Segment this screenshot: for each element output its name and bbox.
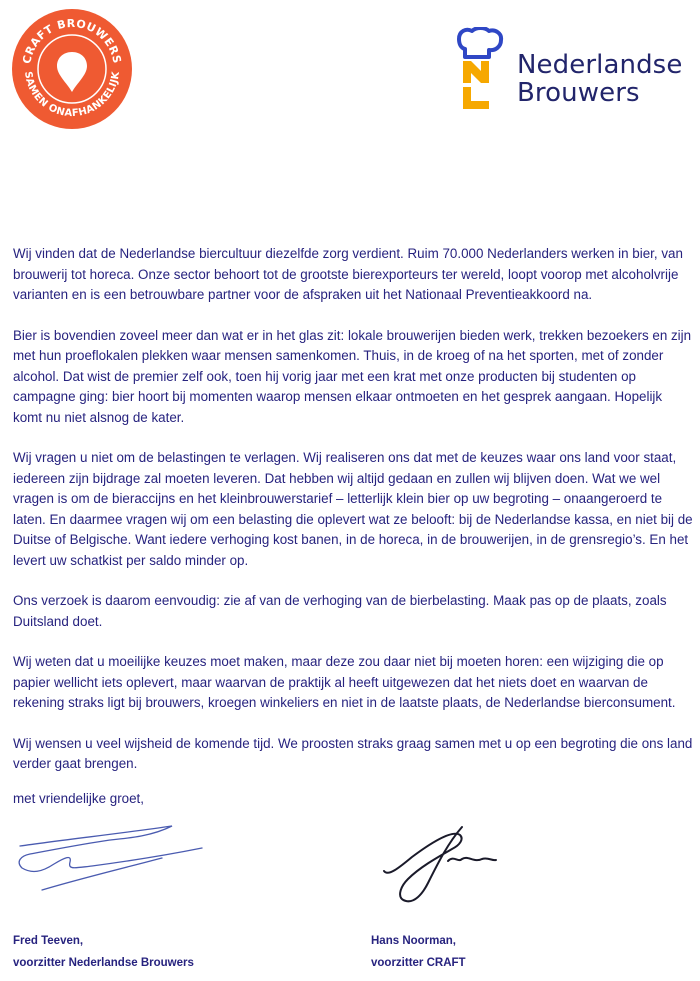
nb-wordmark-line2: Brouwers (517, 78, 640, 108)
closing-greeting: met vriendelijke groet, (13, 791, 144, 806)
paragraph: Wij vinden dat de Nederlandse biercultuur diezelfde zorg verdient. Ruim 70.000 Nederlanders werken in bier, van brouwerij tot horeca. Onze sector behoort tot de grootste bierexporteurs ter wereld, loopt voorop met alcoholvrije varianten en is een betrouwbare partner voor de afspraken uit het Nationaal Preventieakkoord na. (13, 246, 683, 302)
signatory-name: Fred Teeven, (13, 935, 84, 947)
signature-fred-teeven (12, 818, 212, 898)
craft-top-text: CRAFT BROUWERS (20, 16, 124, 65)
nb-wordmark (517, 51, 682, 107)
letter-body (13, 244, 693, 795)
signatory-role: voorzitter CRAFT (371, 957, 466, 969)
paragraph: Ons verzoek is daarom eenvoudig: zie af van de verhoging van de bierbelasting. Maak pas op de plaats, zoals Duitsland doet. (13, 593, 667, 629)
nb-wordmark-line1: Nederlandse (517, 50, 683, 80)
craft-bottom-text: SAMEN ONAFHANKELIJK (21, 70, 123, 120)
paragraph: Wij wensen u veel wijsheid de komende tijd. We proosten straks graag samen met u op een begroting die ons land verder gaat brengen. (13, 735, 693, 771)
signature-hans-noorman (378, 823, 498, 905)
nederlandse-brouwers-logo (455, 27, 695, 117)
signatory-role: voorzitter Nederlandse Brouwers (13, 957, 194, 969)
signatory-right (371, 930, 466, 974)
paragraph: Wij vragen u niet om de belastingen te verlagen. Wij realiseren ons dat met de keuzes waar ons land voor staat, iedereen zijn bijdrage zal moeten leveren. Dat hebben wij altijd gedaan en zullen wij blijven doen. Wat we wel vragen is om de bieraccijns en het kleinbrouwerstarief – letterlijk klein bier op uw begroting – onaangeroerd te laten. En daarmee vragen wij om een belasting die oplevert wat ze belooft: bij de Nederlandse kassa, en niet bij de Duitse of Belgische. Want iedere verhoging kost banen, in de horeca, in de brouwerijen, in de grensregio’s. En het levert uw schatkist per saldo minder op. (13, 450, 693, 568)
paragraph: Wij weten dat u moeilijke keuzes moet maken, maar deze zou daar niet bij moeten horen: een wijziging die op papier wellicht iets oplevert, maar waarvan de praktijk al heeft uitgewezen dat het niets doet en waarvan de rekening straks ligt bij brouwers, kroegen winkeliers en niet in de laatste plaats, de Nederlandse bierconsument. (13, 654, 676, 710)
craft-brouwers-logo (11, 8, 133, 130)
beer-foam-nl-icon (455, 27, 511, 112)
signatory-left (13, 930, 194, 974)
signatory-name: Hans Noorman, (371, 935, 456, 947)
paragraph: Bier is bovendien zoveel meer dan wat er in het glas zit: lokale brouwerijen bieden werk, trekken bezoekers en zijn met hun proeflokalen plekken waar mensen samenkomen. Thuis, in de kroeg of na het sporten, met of zonder alcohol. Dat wist de premier zelf ook, toen hij vorig jaar met een krat met onze producten bij studenten op campagne ging: bier hoort bij momenten waarop mensen elkaar ontmoeten en het gesprek aangaan. Hopelijk komt nu niet alsnog de kater. (13, 327, 692, 425)
